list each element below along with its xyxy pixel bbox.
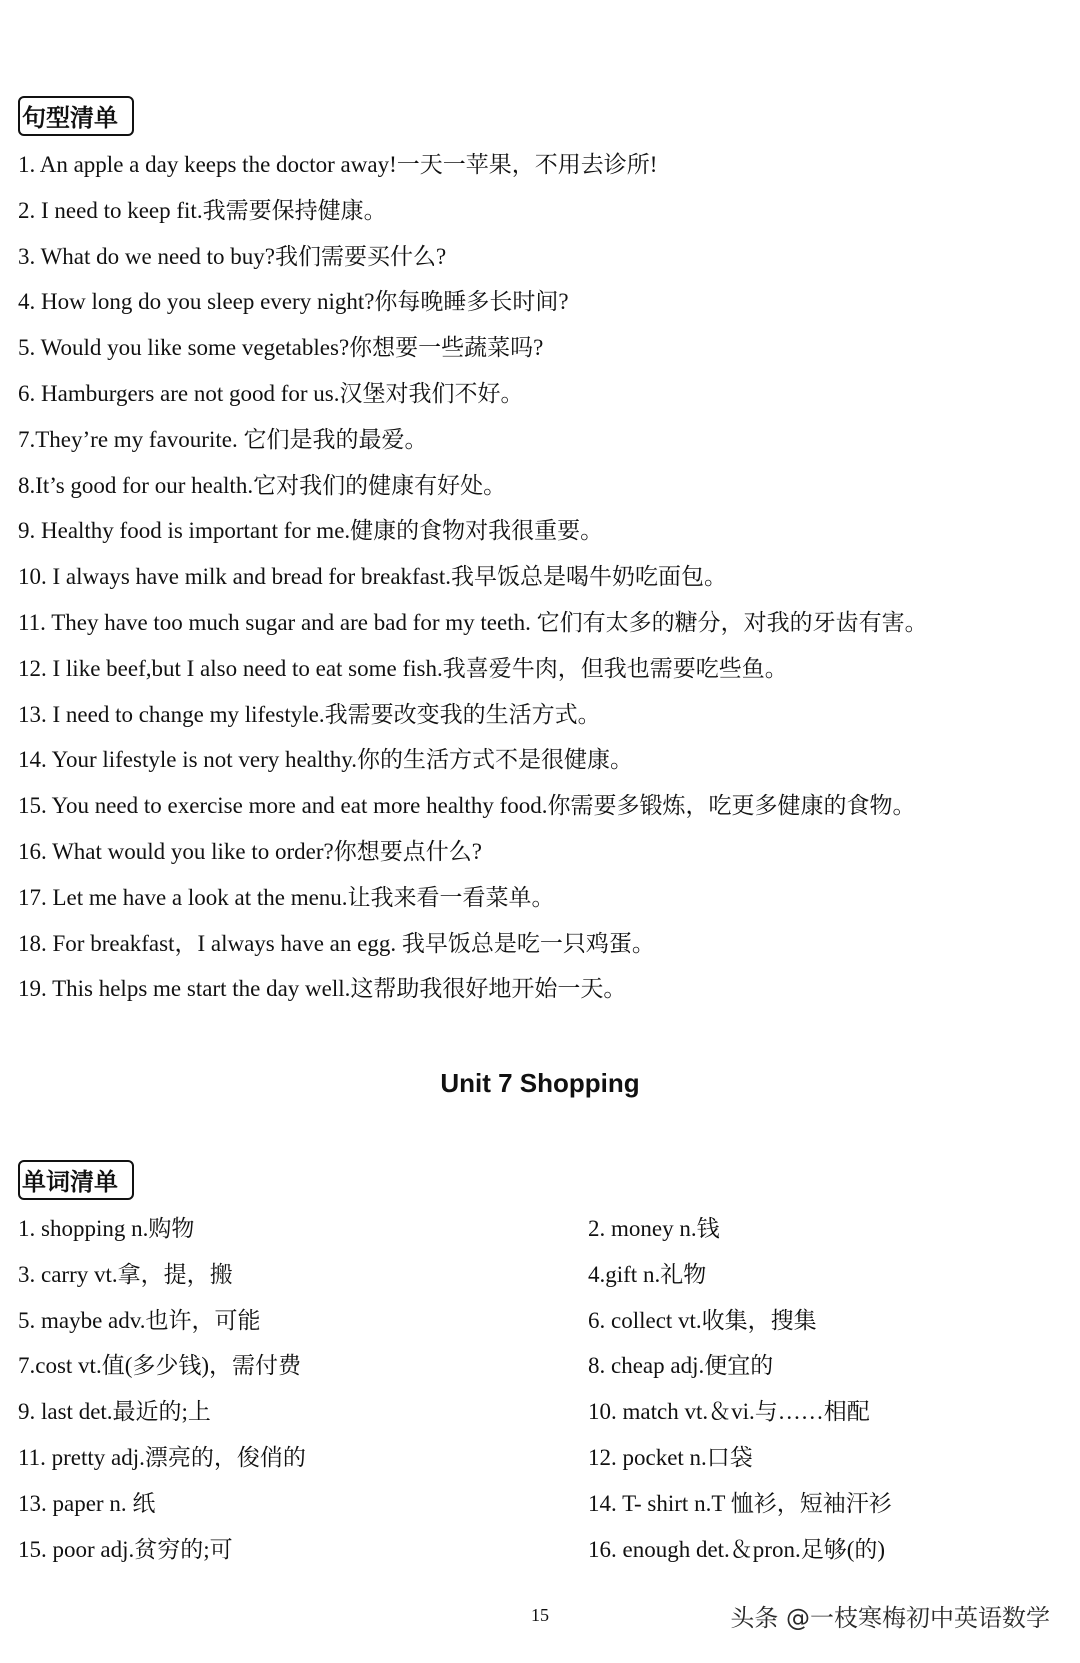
vocab-item: 6. collect vt.收集，搜集 — [588, 1307, 817, 1333]
sentence-item: 6. Hamburgers are not good for us.汉堡对我们不好。 — [18, 380, 524, 406]
sentence-list — [18, 142, 1068, 1012]
vocab-list — [18, 1206, 1068, 1572]
vocab-item: 2. money n.钱 — [588, 1216, 720, 1241]
vocab-row — [18, 1206, 1068, 1252]
sentence-item: 10. I always have milk and bread for breakfast.我早饭总是喝牛奶吃面包。 — [18, 564, 728, 590]
sentence-item: 5. Would you like some vegetables?你想要一些蔬菜吗? — [18, 335, 544, 361]
vocab-row — [18, 1527, 1068, 1573]
sentence-item: 15. You need to exercise more and eat more healthy food.你需要多锻炼，吃更多健康的食物。 — [18, 793, 916, 819]
sentence-item: 1. An apple a day keeps the doctor away!一天一苹果，不用去诊所! — [18, 152, 658, 177]
sentence-item: 2. I need to keep fit.我需要保持健康。 — [18, 197, 387, 223]
vocab-item: 7.cost vt.值(多少钱)，需付费 — [18, 1353, 302, 1379]
watermark: 头条 @一枝寒梅初中英语数学 — [730, 1604, 1050, 1632]
sentence-item: 19. This helps me start the day well.这帮助我很好地开始一天。 — [18, 976, 627, 1002]
vocab-item: 1. shopping n.购物 — [18, 1216, 195, 1241]
vocab-item: 15. poor adj.贫穷的;可 — [18, 1536, 233, 1562]
sentence-item: 4. How long do you sleep every night?你每晚睡多长时间? — [18, 289, 569, 315]
page-number: 15 — [531, 1605, 549, 1625]
sentence-item: 13. I need to change my lifestyle.我需要改变我的生活方式。 — [18, 701, 601, 727]
vocab-row — [18, 1343, 1068, 1389]
vocab-section-label: 单词清单 — [18, 1160, 134, 1200]
vocab-row — [18, 1298, 1068, 1344]
sentence-item: 3. What do we need to buy?我们需要买什么? — [18, 243, 447, 269]
vocab-row — [18, 1435, 1068, 1481]
vocab-item: 13. paper n. 纸 — [18, 1490, 156, 1516]
vocab-item: 8. cheap adj.便宜的 — [588, 1353, 774, 1379]
vocab-row — [18, 1252, 1068, 1298]
sentence-item: 14. Your lifestyle is not very healthy.你的生活方式不是很健康。 — [18, 747, 634, 773]
sentence-item: 8.It’s good for our health.它对我们的健康有好处。 — [18, 472, 507, 498]
vocab-item: 10. match vt.＆vi.与……相配 — [588, 1399, 870, 1425]
sentence-item: 17. Let me have a look at the menu.让我来看一看菜单。 — [18, 884, 555, 910]
sentence-item: 18. For breakfast，I always have an egg. 我早饭总是吃一只鸡蛋。 — [18, 930, 655, 956]
vocab-item: 11. pretty adj.漂亮的，俊俏的 — [18, 1444, 306, 1470]
vocab-item: 12. pocket n.口袋 — [588, 1444, 753, 1470]
vocab-item: 4.gift n.礼物 — [588, 1261, 707, 1287]
vocab-row — [18, 1481, 1068, 1527]
vocab-item: 3. carry vt.拿，提，搬 — [18, 1261, 233, 1287]
vocab-item: 5. maybe adv.也许，可能 — [18, 1307, 261, 1333]
sentence-section-label: 句型清单 — [18, 96, 134, 136]
sentence-item: 9. Healthy food is important for me.健康的食物对我很重要。 — [18, 518, 604, 544]
sentence-item: 11. They have too much sugar and are bad for my teeth. 它们有太多的糖分，对我的牙齿有害。 — [18, 609, 928, 635]
vocab-row — [18, 1389, 1068, 1435]
unit-title: Unit 7 Shopping — [440, 1068, 640, 1098]
vocab-item: 14. T- shirt n.T 恤衫，短袖汗衫 — [588, 1490, 892, 1516]
vocab-item: 9. last det.最近的;上 — [18, 1399, 211, 1425]
vocab-item: 16. enough det.＆pron.足够(的) — [588, 1536, 886, 1562]
sentence-item: 16. What would you like to order?你想要点什么? — [18, 838, 482, 864]
sentence-item: 12. I like beef,but I also need to eat some fish.我喜爱牛肉，但我也需要吃些鱼。 — [18, 655, 788, 681]
sentence-item: 7.They’re my favourite. 它们是我的最爱。 — [18, 426, 428, 452]
